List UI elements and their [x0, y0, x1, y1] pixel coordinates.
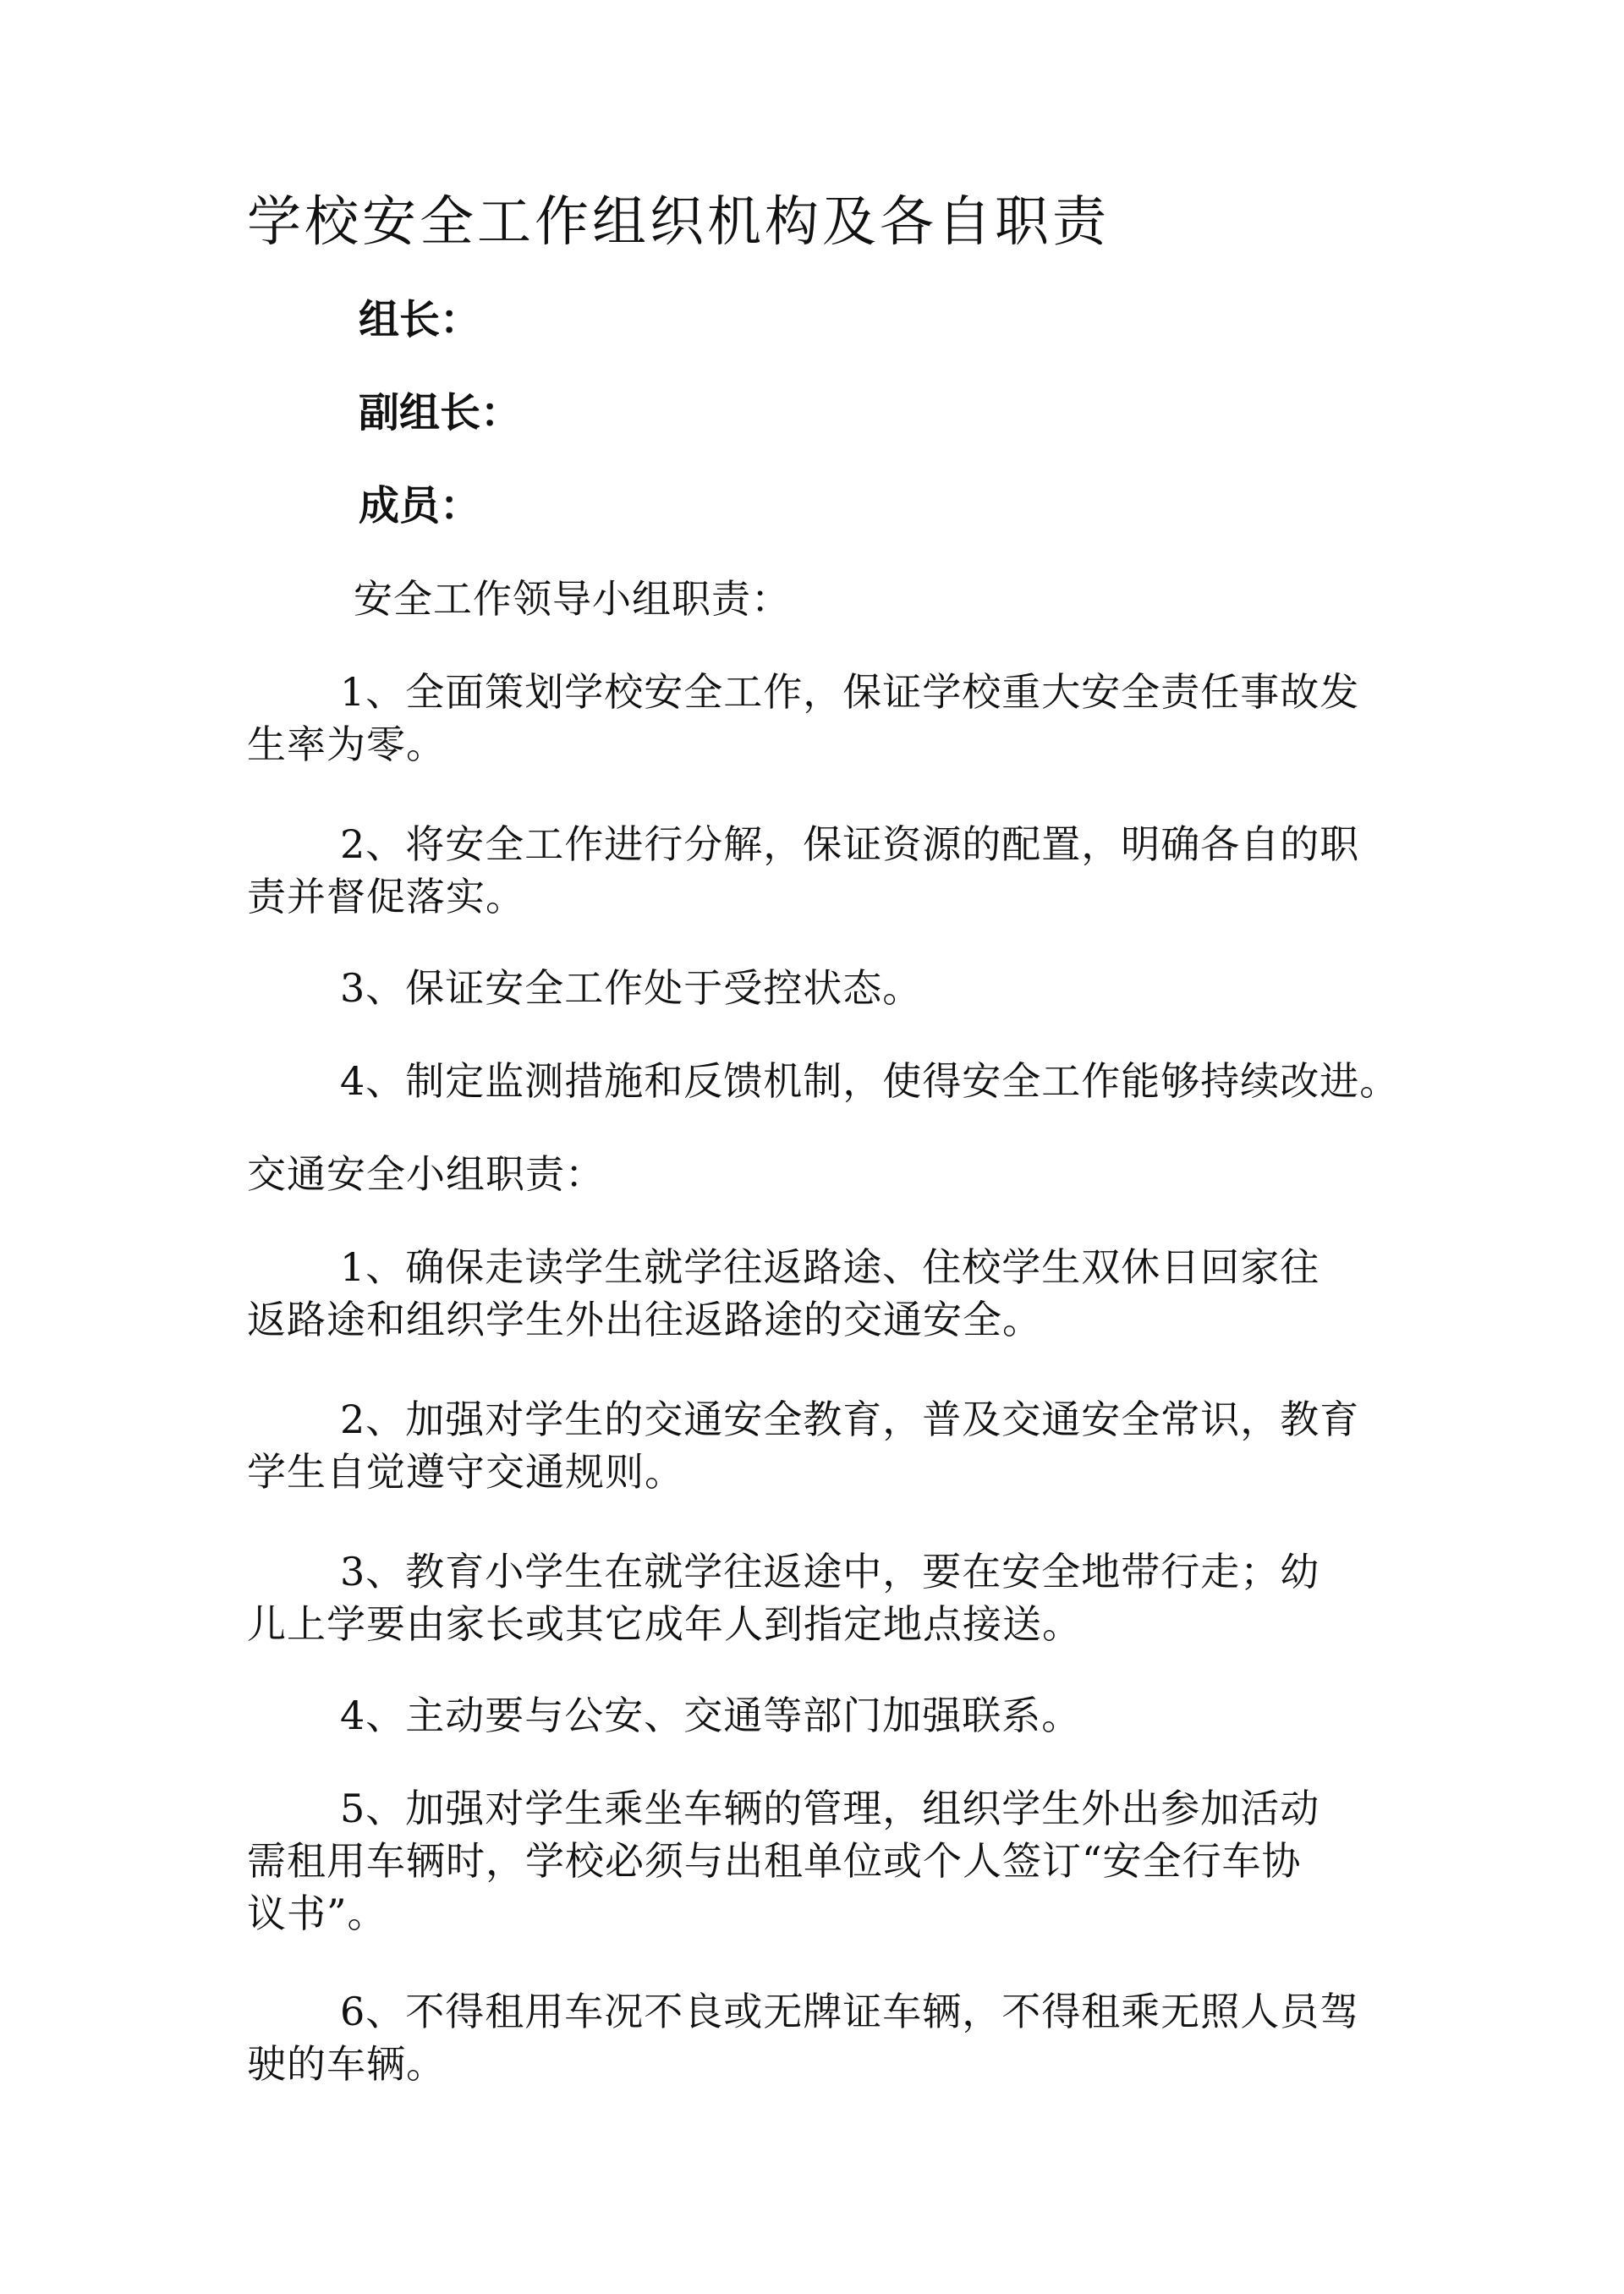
- traffic-item-2-line-1: 2、加强对学生的交通安全教育，普及交通安全常识，教育: [340, 1397, 1360, 1442]
- leadership-item-4: 4、制定监测措施和反馈机制，使得安全工作能够持续改进。: [340, 1058, 1400, 1104]
- leadership-item-1-line-2: 生率为零。: [247, 722, 446, 767]
- deputy-leader-label: 副组长：: [359, 389, 522, 436]
- traffic-item-1-line-1: 1、确保走读学生就学往返路途、住校学生双休日回家往: [340, 1244, 1320, 1290]
- leadership-item-3: 3、保证安全工作处于受控状态。: [340, 965, 923, 1011]
- traffic-item-5-line-2: 需租用车辆时，学校必须与出租单位或个人签订“安全行车协: [247, 1838, 1302, 1884]
- traffic-item-1-line-2: 返路途和组织学生外出往返路途的交通安全。: [247, 1297, 1042, 1342]
- traffic-item-4: 4、主动要与公安、交通等部门加强联系。: [340, 1693, 1082, 1738]
- traffic-item-3-line-2: 儿上学要由家长或其它成年人到指定地点接送。: [247, 1601, 1082, 1647]
- leadership-item-2-line-1: 2、将安全工作进行分解，保证资源的配置，明确各自的职: [340, 821, 1360, 867]
- leadership-section-heading: 安全工作领导小组职责：: [354, 576, 791, 622]
- traffic-item-5-line-1: 5、加强对学生乘坐车辆的管理，组织学生外出参加活动: [340, 1786, 1320, 1831]
- traffic-item-6-line-1: 6、不得租用车况不良或无牌证车辆，不得租乘无照人员驾: [340, 1989, 1360, 2034]
- leader-label: 组长：: [359, 296, 481, 343]
- traffic-item-2-line-2: 学生自觉遵守交通规则。: [247, 1449, 684, 1495]
- traffic-section-heading: 交通安全小组职责：: [247, 1151, 605, 1197]
- leadership-item-2-line-2: 责并督促落实。: [247, 874, 525, 919]
- members-label: 成员：: [359, 482, 481, 530]
- traffic-item-5-line-3: 议书”。: [247, 1891, 387, 1936]
- document-title: 学校安全工作组织机构及各自职责: [247, 191, 1110, 254]
- leadership-item-1-line-1: 1、全面策划学校安全工作，保证学校重大安全责任事故发: [340, 669, 1360, 715]
- traffic-item-3-line-1: 3、教育小学生在就学往返途中，要在安全地带行走；幼: [340, 1549, 1320, 1594]
- traffic-item-6-line-2: 驶的车辆。: [247, 2041, 446, 2087]
